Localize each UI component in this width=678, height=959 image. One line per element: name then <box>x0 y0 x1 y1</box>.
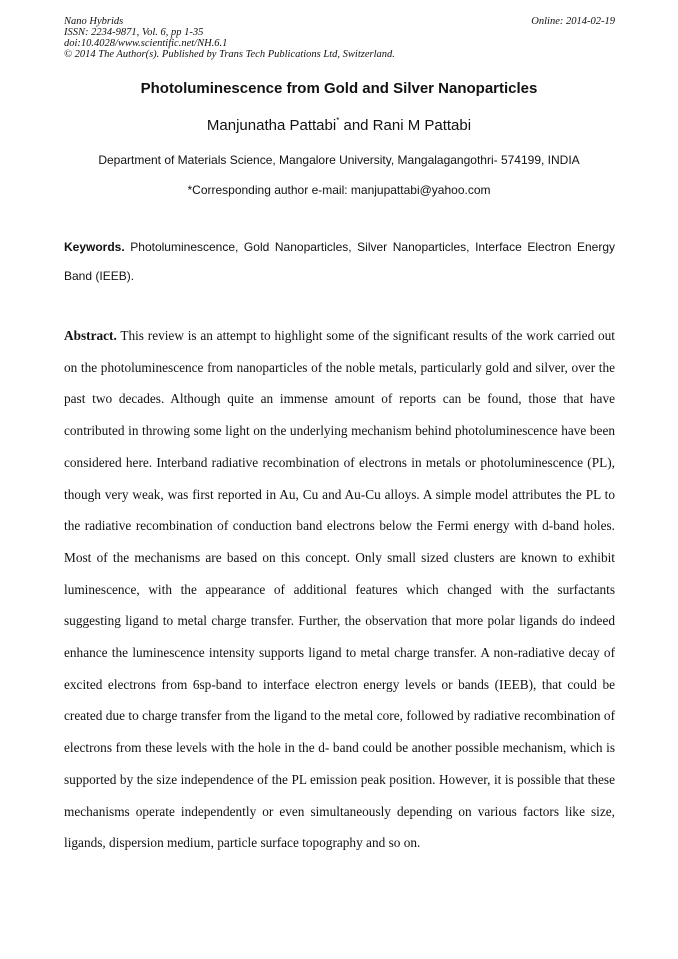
keywords-text: Photoluminescence, Gold Nanoparticles, Silver Nanoparticles, Interface Electron Energy Band (IEEB). <box>64 240 615 283</box>
abstract-section <box>64 320 615 859</box>
online-date: Online: 2014-02-19 <box>531 16 615 27</box>
author-primary: Manjunatha Pattabi <box>206 117 337 134</box>
journal-doi: doi:10.4028/www.scientific.net/NH.6.1 <box>64 38 228 49</box>
corresponding-author: *Corresponding author e-mail: manjupattabi@yahoo.com <box>187 183 491 197</box>
keywords-section <box>64 233 615 291</box>
paper-title: Photoluminescence from Gold and Silver Nanoparticles <box>140 80 538 97</box>
abstract-text: This review is an attempt to highlight some of the significant results of the work carried out on the photoluminescence from nanoparticles of the noble metals, particularly gold and silver, over the past two decades. Although quite an immense amount of reports can be found, those that have contributed in throwing some light on the underlying mechanism behind photoluminescence have been considered here. Interband radiative recombination of electrons in metals or photoluminescence (PL), though very weak, was first reported in Au, Cu and Au-Cu alloys. A simple model attributes the PL to the radiative recombination of conduction band electrons below the Fermi energy with d-band holes. Most of the mechanisms are based on this concept. Only small sized clusters are known to exhibit luminescence, with the appearance of additional features which changed with the surfactants suggesting ligand to metal charge transfer. Further, the observation that more polar ligands do indeed enhance the luminescence intensity supports ligand to metal charge transfer. A non-radiative decay of excited electrons from 6sp-band to interface electron energy levels or bands (IEEB), that could be created due to charge transfer from the ligand to the metal core, followed by radiative recombination of electrons from these levels with the hole in the d- band could be another possible mechanism, which is supported by the size independence of the PL emission peak position. However, it is possible that these mechanisms operate independently or even simultaneously depending on various factors like size, ligands, dispersion medium, particle surface topography and so on. <box>64 328 615 851</box>
journal-header <box>64 16 615 60</box>
author-line <box>0 117 678 135</box>
copyright-notice: © 2014 The Author(s). Published by Trans Tech Publications Ltd, Switzerland. <box>64 49 395 60</box>
affiliation: Department of Materials Science, Mangalore University, Mangalagangothri- 574199, INDIA <box>98 153 580 167</box>
corresponding-mark: * <box>336 116 340 125</box>
keywords-label: Keywords. <box>64 240 125 254</box>
author-secondary: and Rani M Pattabi <box>339 117 472 134</box>
journal-issn: ISSN: 2234-9871, Vol. 6, pp 1-35 <box>64 27 204 38</box>
journal-name: Nano Hybrids <box>64 16 124 27</box>
abstract-label: Abstract. <box>64 328 117 343</box>
